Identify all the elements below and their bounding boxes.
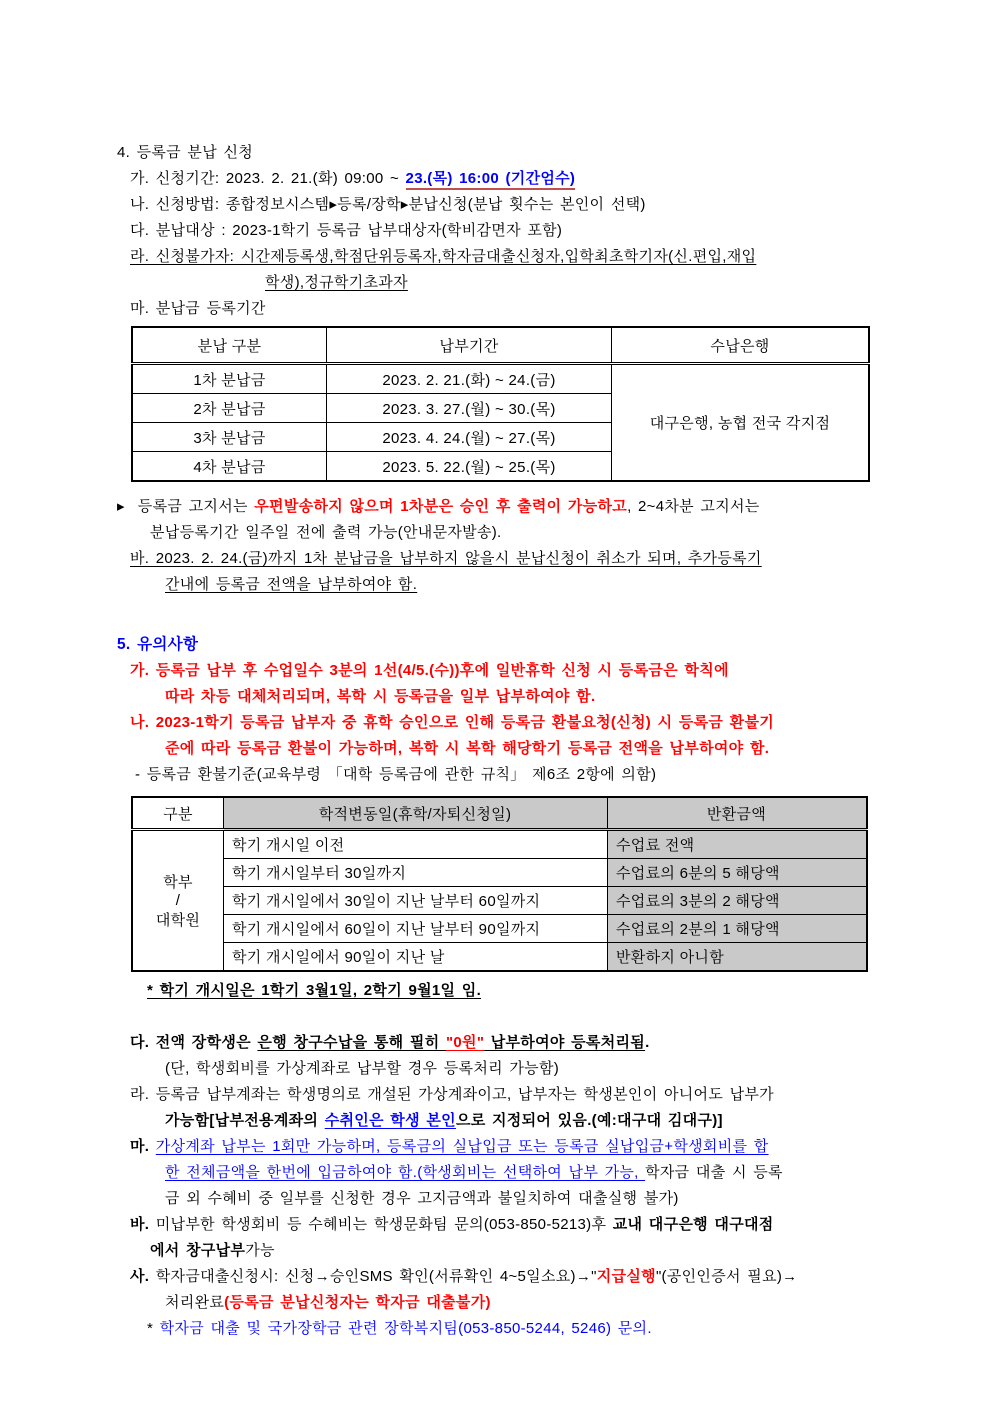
group-line: 학부 <box>163 874 193 891</box>
table1-cell-period: 2023. 2. 21.(화) ~ 24.(금) <box>327 364 612 394</box>
account-bold2: 으로 지정되어 있음.(예:대구대 김대구)] <box>455 1112 723 1129</box>
notice-text: 등록금 고지서는 <box>137 498 255 515</box>
section4-item-da: 다. 분납대상 : 2023-1학기 등록금 납부대상자(학비감면자 포함) <box>130 222 563 239</box>
table1-cell-label: 1차 분납금 <box>132 364 327 394</box>
table2-cell-change: 학기 개시일 이전 <box>224 830 608 859</box>
bill-notice-line2: 분납등록기간 일주일 전에 출력 가능(안내문자발송). <box>150 524 502 541</box>
group-line: 대학원 <box>155 912 201 929</box>
table1-header-bank: 수납은행 <box>612 327 870 364</box>
table2-header-refund: 반환금액 <box>608 797 868 830</box>
bullet-triangle-icon: ▸ <box>117 498 125 515</box>
application-period-text: 가. 신청기간: 2023. 2. 21.(화) 09:00 ~ <box>130 170 406 187</box>
item-label: 사. <box>130 1268 156 1285</box>
installment-schedule-table <box>131 326 870 482</box>
semester-start-footnote: * 학기 개시일은 1학기 3월1일, 2학기 9월1일 임. <box>147 982 482 999</box>
virtual-account-blue2: 한 전체금액을 한번에 입금하여야 함.(학생회비는 선택하여 납부 가능, <box>165 1164 646 1181</box>
scholarship-underline1: 은행 창구수납을 통해 필히 <box>257 1034 446 1051</box>
disbursement-emphasis: 지급실행 <box>596 1268 656 1285</box>
table1-cell-period: 2023. 4. 24.(월) ~ 27.(목) <box>327 423 612 452</box>
table2-cell-change: 학기 개시일에서 60일이 지난 날부터 90일까지 <box>224 915 608 943</box>
section5-item-ba-line1 <box>117 1212 992 1238</box>
fee-contact-text: 미납부한 학생회비 등 수혜비는 학생문화팀 문의(053-850-5213)후 <box>155 1216 613 1233</box>
virtual-account-blue1: 가상계좌 납부는 1회만 가능하며, 등록금의 실납입금 또는 등록금 실납입금+학생회비를 합 <box>155 1138 769 1155</box>
table1-cell-label: 2차 분납금 <box>132 394 327 423</box>
table2-cell-refund: 수업료의 6분의 5 해당액 <box>608 859 868 887</box>
section4-item-na: 나. 신청방법: 종합정보시스템▸등록/장학▸분납신청(분납 횟수는 본인이 선택) <box>130 196 646 213</box>
table1-cell-label: 4차 분납금 <box>132 452 327 482</box>
loan-process-text1: 학자금대출신청시: 신청→승인SMS 확인(서류확인 4~5일소요)→" <box>155 1268 597 1285</box>
section5-item-ga-line2: 따라 차등 대체처리되며, 복학 시 등록금을 일부 납부하여야 함. <box>165 688 596 705</box>
notice-suffix: , 2~4차분 고지서는 <box>627 498 760 515</box>
loan-process-text2: "(공인인증서 필요)→ <box>655 1268 798 1285</box>
table2-cell-change: 학기 개시일에서 30일이 지난 날부터 60일까지 <box>224 887 608 915</box>
group-line: / <box>175 892 181 909</box>
section5-item-ma-line1 <box>117 1134 992 1160</box>
table-row <box>132 943 867 972</box>
notice-prefix <box>125 498 138 515</box>
section5-item-ba-line2 <box>117 1238 992 1264</box>
section4-item-ba-line1: 바. 2023. 2. 24.(금)까지 1차 분납금을 납부하지 않을시 분납신청이 취소가 되며, 추가등록기 <box>130 550 762 567</box>
table-row <box>132 915 867 943</box>
section5-item-ma-line2 <box>117 1160 992 1186</box>
table2-cell-refund: 수업료 전액 <box>608 830 868 859</box>
section4-item-ga <box>117 166 992 192</box>
table-row <box>132 364 869 394</box>
section5-item-da-sub: (단, 학생회비를 가상계좌로 납부할 경우 등록처리 가능함) <box>165 1060 560 1077</box>
table-row <box>132 887 867 915</box>
item-label: 다. <box>130 1034 156 1051</box>
scholarship-bold: 전액 장학생은 <box>155 1034 258 1051</box>
section5-item-sa-line2 <box>117 1290 992 1316</box>
table2-cell-refund: 수업료의 3분의 2 해당액 <box>608 887 868 915</box>
section5-item-ra-line1 <box>117 1082 992 1108</box>
section5-item-na-line1: 나. 2023-1학기 등록금 납부자 중 휴학 승인으로 인해 등록금 환불요청(신청) 시 등록금 환불기 <box>130 714 775 731</box>
refund-criteria-table <box>131 796 868 972</box>
account-text: 라. 등록금 납부계좌는 학생명의로 개설된 가상계좌이고, 납부자는 학생본인이 아니어도 납부가 <box>130 1086 774 1103</box>
bill-notice-line1 <box>117 494 992 520</box>
table2-header-row <box>132 797 867 830</box>
section5-item-ma-line3: 금 외 수혜비 중 일부를 신청한 경우 고지금액과 불일치하여 대출실행 불가) <box>165 1190 679 1207</box>
table2-cell-change: 학기 개시일부터 30일까지 <box>224 859 608 887</box>
notice-red-emphasis: 우편발송하지 않으며 1차분은 승인 후 출력이 가능하고 <box>254 498 628 515</box>
table-row <box>132 830 867 859</box>
table2-header-change: 학적변동일(휴학/자퇴신청일) <box>224 797 608 830</box>
section5-item-ra-line2 <box>117 1108 992 1134</box>
scholarship-underline2: 납부하여야 등록처리됨 <box>484 1034 646 1051</box>
table2-header-group: 구분 <box>132 797 224 830</box>
loan-restriction-emphasis: (등록금 분납신청자는 학자금 대출불가) <box>224 1294 491 1311</box>
table1-header-row <box>132 327 869 364</box>
deadline-highlight: 23.(목) 16:00 (기간엄수) <box>406 170 576 190</box>
table2-cell-change: 학기 개시일에서 90일이 지난 날 <box>224 943 608 972</box>
payee-emphasis: 수취인은 학생 본인 <box>324 1112 456 1129</box>
table1-cell-label: 3차 분납금 <box>132 423 327 452</box>
section4-title: 4. 등록금 분납 신청 <box>117 144 254 161</box>
scholarship-contact-text: 학자금 대출 및 국가장학금 관련 장학복지팀(053-850-5244, 5246) 문의. <box>159 1320 652 1337</box>
section4-item-ba-line2: 간내에 등록금 전액을 납부하여야 함. <box>165 576 418 593</box>
period-mark: . <box>645 1034 650 1051</box>
refund-rule-reference: - 등록금 환불기준(교육부령 「대학 등록금에 관한 규칙」 제6조 2항에 의함) <box>135 766 657 783</box>
item-label: 마. <box>130 1138 156 1155</box>
section5-item-sa-line1 <box>117 1264 992 1290</box>
table1-cell-period: 2023. 3. 27.(월) ~ 30.(목) <box>327 394 612 423</box>
table-row <box>132 859 867 887</box>
completion-text: 처리완료 <box>165 1294 225 1311</box>
section5-item-na-line2: 준에 따라 등록금 환불이 가능하며, 복학 시 복학 해당학기 등록금 전액을 납부하여야 함. <box>165 740 770 757</box>
zero-won-emphasis: "0원" <box>445 1034 485 1051</box>
asterisk-mark: * <box>147 1320 160 1337</box>
table1-cell-period: 2023. 5. 22.(월) ~ 25.(목) <box>327 452 612 482</box>
table2-cell-refund: 반환하지 아니함 <box>608 943 868 972</box>
table2-cell-refund: 수업료의 2분의 1 해당액 <box>608 915 868 943</box>
table1-header-period: 납부기간 <box>327 327 612 364</box>
section5-title: 5. 유의사항 <box>117 636 199 653</box>
bank-branch-bold: 교내 대구은행 대구대점 <box>612 1216 774 1233</box>
counter-payment-bold: 에서 창구납부 <box>150 1242 246 1259</box>
section4-item-ra-line1: 라. 신청불가자: 시간제등록생,학점단위등록자,학자금대출신청자,입학최초학기자(신.편입,재입 <box>130 248 757 265</box>
section5-item-da <box>117 1030 992 1056</box>
section5-item-ga-line1: 가. 등록금 납부 후 수업일수 3분의 1선(4/5.(수))후에 일반휴학 신청 시 등록금은 학칙에 <box>130 662 729 679</box>
table2-group-cell <box>132 830 224 972</box>
account-bold1: 가능함[납부전용계좌의 <box>165 1112 325 1129</box>
virtual-account-black2: 학자금 대출 시 등록 <box>645 1164 783 1181</box>
table1-cell-bank: 대구은행, 농협 전국 각지점 <box>612 364 870 482</box>
section4-item-ma: 마. 분납금 등록기간 <box>130 300 266 317</box>
item-label: 바. <box>130 1216 156 1233</box>
table1-header-category: 분납 구분 <box>132 327 327 364</box>
section4-item-ra-line2: 학생),정규학기초과자 <box>265 274 408 291</box>
scholarship-contact-note <box>117 1316 992 1342</box>
counter-payment-regular: 가능 <box>245 1242 275 1259</box>
